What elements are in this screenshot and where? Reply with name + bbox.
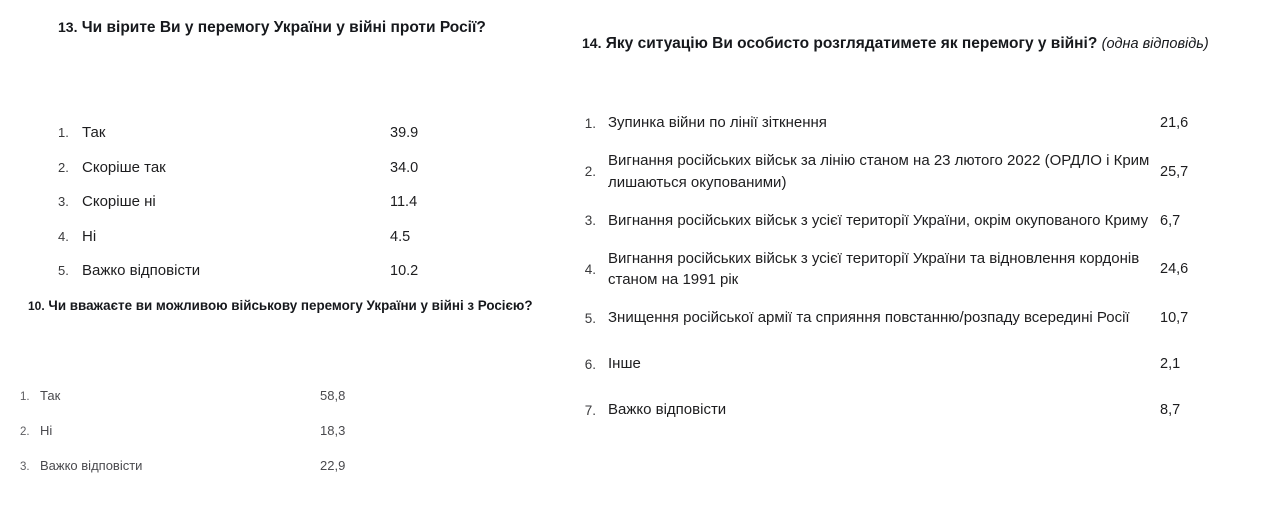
answer-row: [560, 198, 1280, 244]
answer-label: Знищення російської армії та сприяння повстанню/розпаду всередині Росії: [608, 309, 1130, 327]
answer-value: 58,8: [320, 388, 346, 403]
answer-row: [20, 388, 440, 423]
answer-label: Вигнання російських військ за лінію станом на 23 лютого 2022 (ОРДЛО і Крим лишаються окупованими): [608, 152, 1150, 191]
answer-label: Важко відповісти: [40, 458, 143, 473]
question-10-answer-list: [20, 388, 440, 493]
question-13-title: [58, 18, 528, 37]
question-10-number: 10.: [28, 299, 45, 313]
answer-row: [20, 458, 440, 493]
answer-row: [560, 146, 1280, 198]
answer-number: 5.: [58, 263, 69, 279]
answer-label: Так: [40, 388, 61, 403]
answer-number: 1.: [58, 125, 69, 140]
question-10-text: Чи вважаєте ви можливою військову перемогу України у війні з Росією?: [48, 298, 533, 313]
question-14-number: 14.: [582, 35, 602, 51]
answer-value: 39.9: [390, 125, 419, 141]
answer-number: 6.: [584, 356, 596, 372]
answer-label: Зупинка війни по лінії зіткнення: [608, 114, 827, 132]
answer-number: 3.: [20, 461, 30, 473]
answer-number: 1.: [584, 115, 596, 131]
answer-label: Важко відповісти: [608, 401, 727, 419]
question-10-title: [28, 298, 568, 315]
answer-label: Важко відповісти: [82, 262, 201, 280]
answer-number: 1.: [20, 391, 30, 403]
answer-row: [560, 341, 1280, 387]
answer-number: 4.: [58, 228, 69, 244]
answer-value: 24,6: [1160, 261, 1189, 278]
question-14-hint: (одна відповідь): [1101, 36, 1209, 52]
answer-value: 6,7: [1160, 212, 1181, 229]
answer-value: 18,3: [320, 423, 346, 438]
answer-value: 4.5: [390, 228, 411, 245]
question-14-text: Яку ситуацію Ви особисто розглядатимете як перемогу у війні?: [605, 35, 1098, 52]
answer-row: [58, 193, 478, 228]
answer-value: 34.0: [390, 159, 419, 176]
answer-number: 2.: [58, 159, 69, 175]
question-13-answer-list: [58, 124, 478, 297]
answer-row: [58, 228, 478, 263]
answer-row: [560, 100, 1280, 146]
answer-row: [560, 244, 1280, 296]
answer-value: 2,1: [1160, 356, 1181, 372]
answer-number: 2.: [20, 426, 30, 438]
answer-number: 4.: [584, 261, 596, 277]
question-13-number: 13.: [58, 19, 78, 35]
answer-value: 10,7: [1160, 310, 1189, 326]
answer-label: Ні: [82, 227, 97, 245]
answer-value: 21,6: [1160, 115, 1189, 131]
answer-value: 10.2: [390, 263, 419, 280]
answer-value: 8,7: [1160, 402, 1181, 418]
question-14-answer-list: [560, 100, 1280, 433]
answer-value: 22,9: [320, 458, 346, 473]
right-column: [560, 0, 1280, 518]
left-column: [0, 0, 560, 518]
answer-label: Скоріше ні: [82, 193, 156, 211]
answer-row: [58, 124, 478, 159]
answer-number: 5.: [584, 310, 596, 326]
answer-number: 3.: [58, 194, 69, 210]
answer-row: [58, 159, 478, 194]
answer-value: 25,7: [1160, 163, 1189, 180]
answer-number: 7.: [584, 402, 596, 418]
answer-label: Скоріше так: [82, 158, 166, 176]
question-14-title: [582, 34, 1280, 53]
question-13-text: Чи вірите Ви у перемогу України у війні проти Росії?: [81, 19, 486, 36]
answer-label: Ні: [40, 423, 53, 438]
answer-row: [560, 387, 1280, 433]
answer-row: [58, 262, 478, 297]
answer-row: [560, 295, 1280, 341]
answer-row: [20, 423, 440, 458]
answer-label: Інше: [608, 355, 641, 373]
answer-label: Вигнання російських військ з усієї території України та відновлення кордонів станом на 1991 рік: [608, 249, 1140, 289]
answer-number: 3.: [584, 213, 596, 228]
answer-number: 2.: [584, 164, 596, 180]
answer-label: Вигнання російських військ з усієї території України, окрім окупованого Криму: [608, 211, 1149, 229]
answer-value: 11.4: [390, 194, 418, 211]
answer-label: Так: [82, 124, 106, 141]
